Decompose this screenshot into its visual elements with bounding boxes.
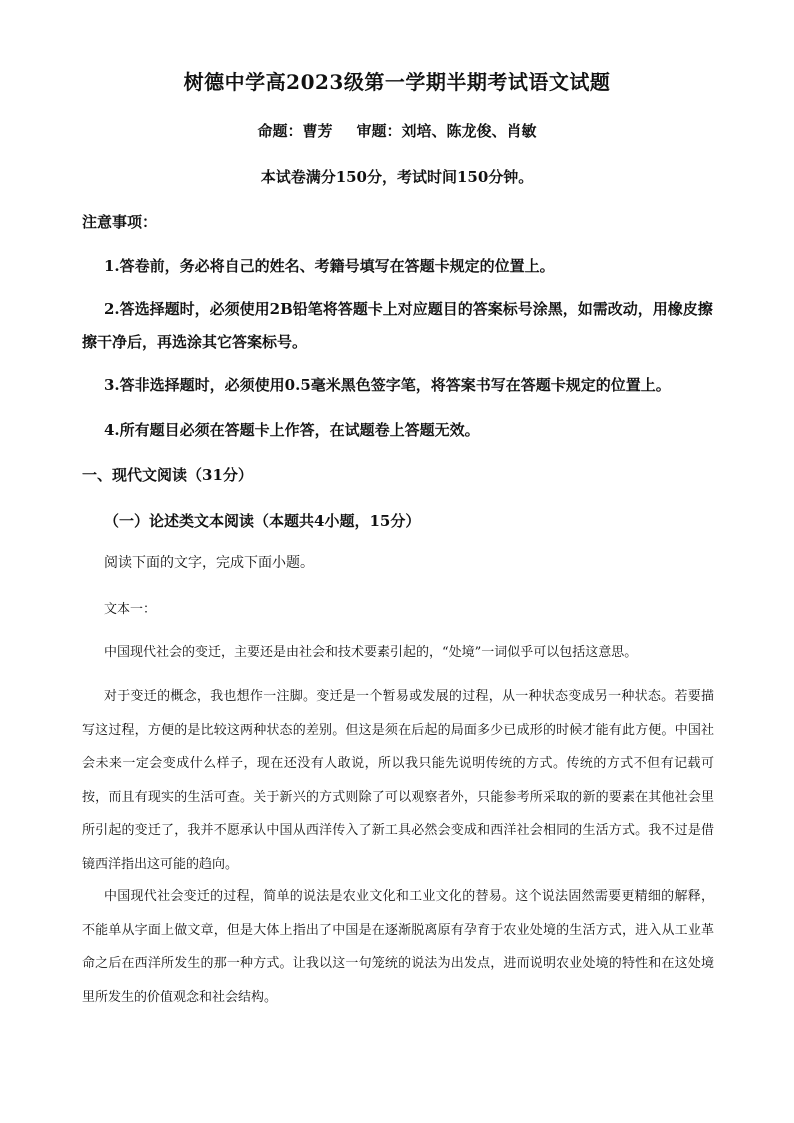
notice-heading: 注意事项： bbox=[82, 213, 158, 231]
score-time-line: 本试卷满分150分，考试时间150分钟。 bbox=[260, 168, 534, 186]
reviewer-names: 审题：刘培、陈龙俊、肖敏 bbox=[356, 122, 537, 140]
reading-instruction: 阅读下面的文字，完成下面小题。 bbox=[104, 555, 314, 571]
notice-item-4: 4.所有题目必须在答题卡上作答，在试题卷上答题无效。 bbox=[104, 421, 480, 439]
setter-name: 命题：曹芳 bbox=[257, 122, 333, 140]
notice-item-2: 2.答选择题时，必须使用2B铅笔将答题卡上对应题目的答案标号涂黑，如需改动，用橡皮擦擦干净后，再选涂其它答案标号。 bbox=[82, 300, 713, 351]
notice-item-3: 3.答非选择题时，必须使用0.5毫米黑色签字笔，将答案书写在答题卡规定的位置上。 bbox=[104, 376, 671, 394]
passage-paragraph-3: 中国现代社会变迁的过程，简单的说法是农业文化和工业文化的替易。这个说法固然需要更精细的解释，不能单从字面上做文章，但是大体上指出了中国是在逐渐脱离原有孕育于农业处境的生活方式，进入从工业革命之后在西洋所发生的那一种方式。让我以这一句笼统的说法为出发点，进而说明农业处境的特性和在这处境里所发生的价值观念和社会结构。 bbox=[82, 889, 714, 1005]
section-heading: 一、现代文阅读（31分） bbox=[82, 466, 253, 484]
passage-paragraph-1: 中国现代社会的变迁，主要还是由社会和技术要素引起的，“处境”一词似乎可以包括这意思。 bbox=[104, 645, 638, 660]
passage-paragraph-2: 对于变迁的概念，我也想作一注脚。变迁是一个暂易或发展的过程，从一种状态变成另一种状态。若要描写这过程，方便的是比较这两种状态的差别。但这是须在后起的局面多少已成形的时候才能有此方便。中国社会未来一定会变成什么样子，现在还没有人敢说，所以我只能先说明传统的方式。传统的方式不但有记载可按，而且有现实的生活可查。关于新兴的方式则除了可以观察者外，只能参考所采取的新的要素在其他社会里所引起的变迁了，我并不愿承认中国从西洋传入了新工具必然会变成和西洋社会相同的生活方式。我不过是借镜西洋指出这可能的趋向。 bbox=[82, 689, 714, 872]
author-line bbox=[0, 120, 794, 141]
page-title: 树德中学高2023级第一学期半期考试语文试题 bbox=[183, 70, 611, 94]
notice-item-1: 1.答卷前，务必将自己的姓名、考籍号填写在答题卡规定的位置上。 bbox=[104, 257, 555, 275]
subsection-heading: （一）论述类文本阅读（本题共4小题，15分） bbox=[104, 512, 421, 530]
text-label: 文本一： bbox=[104, 602, 157, 617]
